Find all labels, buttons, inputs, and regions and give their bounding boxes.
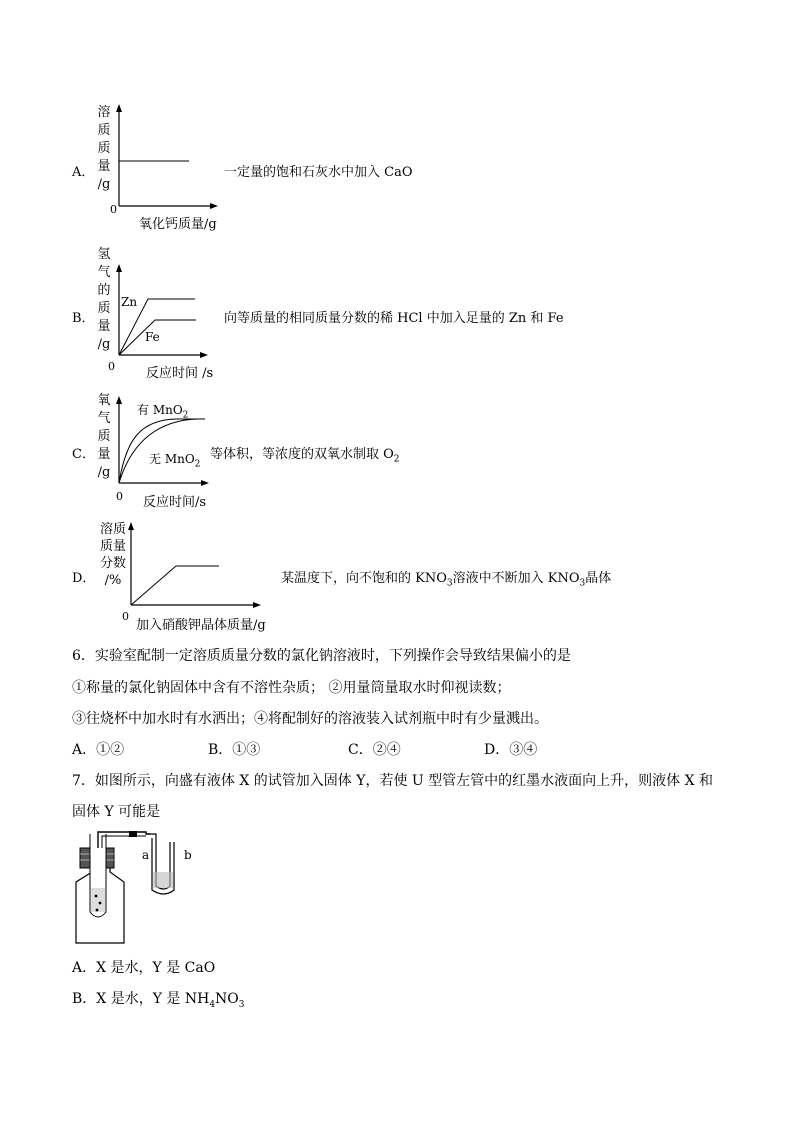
liquid-x [91, 888, 105, 912]
ylabel-char: 质 [97, 301, 111, 316]
q6-choice-c: C．②④ [348, 742, 401, 758]
desc-part: 某温度下，向不饱和的 KNO [281, 571, 447, 586]
subscript: 3 [446, 578, 453, 589]
subscript: 2 [194, 459, 201, 470]
option-b-origin: 0 [108, 360, 115, 373]
ylabel-char: 量 [97, 319, 111, 334]
u-tube-label-b: b [184, 848, 192, 862]
ylabel-char: 气 [97, 265, 111, 280]
subscript: 4 [209, 999, 216, 1010]
option-c-xlabel: 反应时间/s [143, 495, 207, 510]
ylabel-line: 分数 [99, 556, 126, 571]
curve-label-with-mno2-text: 有 MnO [137, 403, 183, 417]
option-a-origin: 0 [110, 203, 117, 216]
ylabel-char: /g [97, 177, 111, 192]
q7-option-b [72, 988, 245, 1010]
option-a-letter: A． [72, 165, 95, 180]
option-c-letter: C． [72, 447, 95, 462]
u-tube-label-a: a [142, 848, 150, 862]
q7-option-b-text: NO [215, 991, 239, 1007]
ylabel-char: 气 [97, 411, 111, 426]
curve-label-zn: Zn [121, 295, 138, 309]
q6-choice-d: D．③④ [484, 742, 538, 758]
desc-part: 溶液中不断加入 KNO [452, 571, 580, 586]
ylabel-char: 质 [97, 123, 111, 138]
option-a-description: 一定量的饱和石灰水中加入 CaO [224, 165, 413, 180]
ylabel-char: 质 [97, 141, 111, 156]
q7-stem-line-2: 固体 Y 可能是 [72, 804, 161, 820]
ylabel-line: 溶质 [99, 522, 126, 537]
red-ink [153, 872, 173, 888]
bubble [96, 909, 99, 912]
q6-stem: 6．实验室配制一定溶质质量分数的氯化钠溶液时，下列操作会导致结果偏小的是 [72, 648, 571, 664]
curve-label-without-mno2-text: 无 MnO [149, 452, 195, 466]
option-c-description-text: 等体积，等浓度的双氧水制取 O [210, 447, 394, 462]
ylabel-char: 氢 [97, 247, 111, 262]
subscript: 2 [182, 410, 189, 421]
ylabel-line: /% [104, 573, 122, 588]
curve-label-fe: Fe [145, 330, 160, 344]
option-b-xlabel: 反应时间 /s [146, 366, 214, 381]
q7-option-a: A．X 是水，Y 是 CaO [72, 960, 216, 976]
option-b-letter: B． [72, 311, 95, 326]
ylabel-char: 的 [97, 283, 111, 298]
subscript: 2 [393, 454, 400, 465]
ylabel-char: 量 [97, 447, 111, 462]
option-a-xlabel: 氧化钙质量/g [139, 217, 217, 232]
ylabel-char: 氧 [97, 393, 111, 408]
q6-choice-b: B．①③ [208, 742, 261, 758]
ylabel-char: /g [97, 465, 111, 480]
q7-stem-line-1: 7．如图所示，向盛有液体 X 的试管加入固体 Y，若使 U 型管左管中的红墨水液面向上升，则液体 X 和 [72, 773, 714, 789]
q6-statement-line-2: ③往烧杯中加水时有水洒出；④将配制好的溶液装入试剂瓶中时有少量溅出。 [72, 711, 548, 727]
ylabel-char: 质 [97, 429, 111, 444]
bubble [95, 895, 98, 898]
ylabel-char: 量 [97, 159, 111, 174]
desc-part: 晶体 [585, 571, 612, 586]
q7-option-b-text: B．X 是水，Y 是 NH [72, 991, 210, 1007]
ylabel-char: 溶 [97, 105, 111, 120]
q6-choice-a: A．①② [72, 742, 125, 758]
option-d-xlabel: 加入硝酸钾晶体质量/g [136, 618, 266, 633]
tube-connector [129, 831, 137, 837]
subscript: 3 [238, 999, 245, 1010]
option-d-letter: D． [72, 571, 96, 586]
ylabel-char: /g [97, 337, 111, 352]
option-c-origin: 0 [116, 490, 123, 503]
bubble [99, 902, 102, 905]
q6-statement-line-1: ①称量的氯化钠固体中含有不溶性杂质； ②用量筒量取水时仰视读数； [72, 680, 511, 696]
delivery-tube-inner [102, 836, 146, 848]
ylabel-line: 质量 [99, 539, 126, 554]
subscript: 3 [579, 578, 586, 589]
option-b-description: 向等质量的相同质量分数的稀 HCl 中加入足量的 Zn 和 Fe [224, 311, 564, 326]
option-d-origin: 0 [122, 610, 129, 623]
